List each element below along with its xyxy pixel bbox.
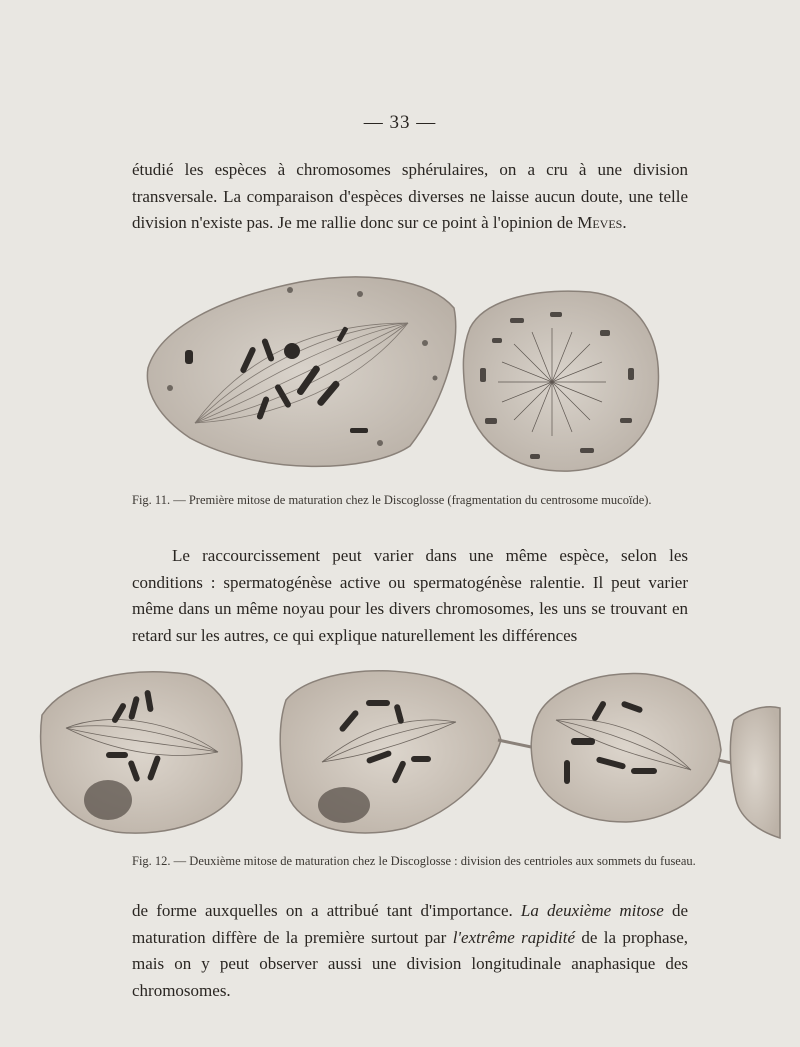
- fig12-cell-3: [531, 673, 721, 822]
- paragraph-3-part-c: de maturation diffère de la première surtout par: [132, 901, 688, 947]
- paragraph-3-part-a: de forme auxquelles on a attribué tant d'importance.: [132, 901, 513, 920]
- paragraph-3-part-b: La deuxième mitose: [520, 901, 664, 920]
- fig11-cell-left: [147, 277, 455, 466]
- figure-11: [140, 268, 670, 478]
- paragraph-2: Le raccourcissement peut varier dans une même espèce, selon les conditions : spermatogénèse active ou spermatogénèse ralentie. Il peut varier même dans un même noyau pour les divers chromosomes, les uns se trouvant en retard sur les autres, ce qui explique naturellement les différences: [132, 546, 688, 645]
- page-number: — 33 —: [363, 112, 437, 133]
- figure-12: [36, 660, 786, 850]
- paragraph-3: [132, 898, 688, 1004]
- author-name-meves: Meves.: [577, 213, 627, 232]
- fig12-cell-4: [730, 707, 780, 838]
- figure-11-caption: Fig. 11. — Première mitose de maturation chez le Discoglosse (fragmentation du centrosome mucoïde).: [132, 493, 652, 507]
- fig12-nucleus-1: [84, 780, 132, 820]
- paragraph-1-text: étudié les espèces à chromosomes sphérulaires, on a cru à une division transversale. La comparaison d'espèces diverses ne laisse aucun doute, une telle division n'existe pas. Je me rallie donc sur ce point à l'opinion de: [132, 160, 688, 232]
- paragraph-3-part-d: l'extrême rapidité: [452, 927, 576, 947]
- figure-12-caption: Fig. 12. — Deuxième mitose de maturation chez le Discoglosse : division des centrioles aux sommets du fuseau.: [132, 854, 696, 868]
- paragraph-3-part-e: de la prophase, mais on y peut observer aussi une division longitudinale anaphasique des chromosomes.: [132, 927, 688, 1000]
- fig12-nucleus-2: [318, 787, 370, 823]
- fig11-cell-right: [463, 291, 658, 471]
- paragraph-1: [132, 157, 688, 237]
- fig11-aster: [498, 328, 606, 436]
